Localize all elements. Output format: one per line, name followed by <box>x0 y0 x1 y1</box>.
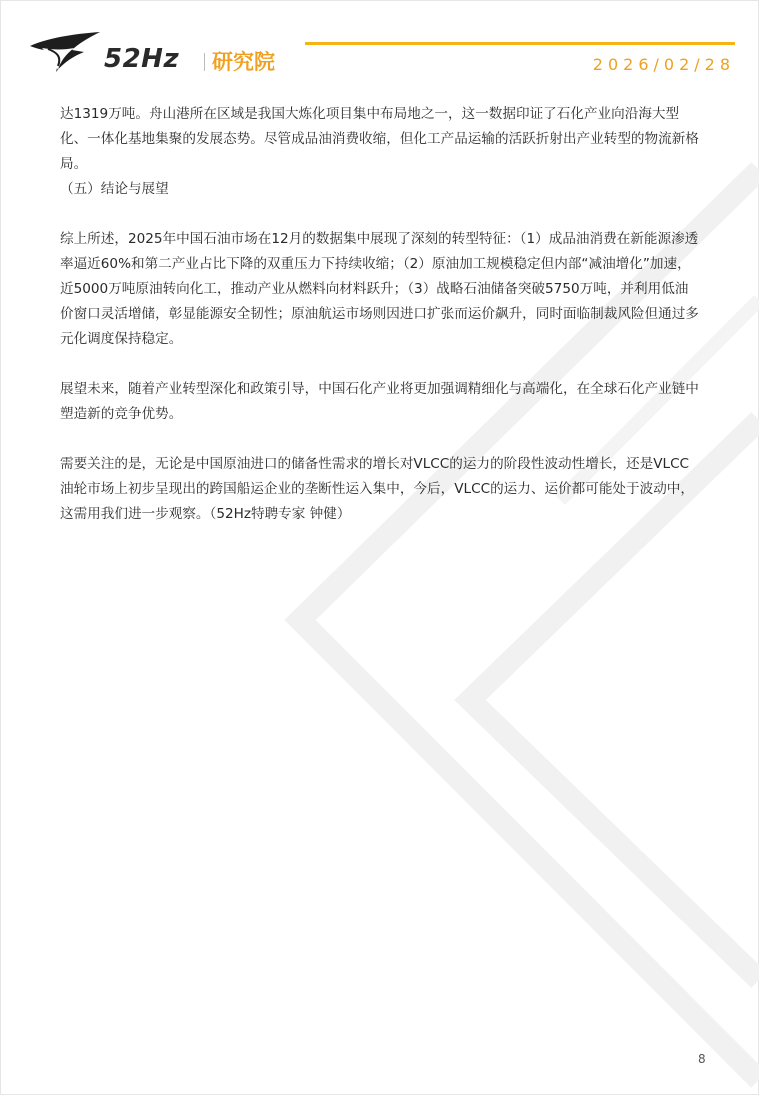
paragraph-1: 达1319万吨。舟山港所在区域是我国大炼化项目集中布局地之一，这一数据印证了石化产业向沿海大型化、一体化基地集聚的发展态势。尽管成品油消费收缩，但化工产品运输的活跃折射出产业转型的物流新格局。 <box>60 106 699 172</box>
body-content <box>60 102 700 527</box>
logo <box>28 30 318 80</box>
logo-separator <box>204 53 205 71</box>
paragraph-4: 需要关注的是，无论是中国原油进口的储备性需求的增长对VLCC的运力的阶段性波动性增长，还是VLCC油轮市场上初步呈现出的跨国船运企业的垄断性运入集中，今后，VLCC的运力、运价都可能处于波动中，这需用我们进一步观察。（52Hz特聘专家 钟健） <box>60 456 694 522</box>
logo-institute-name: 研究院 <box>212 50 275 74</box>
header-accent-line <box>305 42 735 45</box>
header <box>0 0 759 100</box>
section-heading: （五）结论与展望 <box>60 181 169 197</box>
paragraph-3: 展望未来，随着产业转型深化和政策引导，中国石化产业将更加强调精细化与高端化，在全球石化产业链中塑造新的竞争优势。 <box>60 381 699 422</box>
logo-text: 52Hz <box>104 44 180 74</box>
page-number: 8 <box>698 1052 706 1066</box>
paragraph-2: 综上所述，2025年中国石油市场在12月的数据集中展现了深刻的转型特征：（1）成品油消费在新能源渗透率逼近60%和第二产业占比下降的双重压力下持续收缩；（2）原油加工规模稳定但内部“减油增化”加速，近5000万吨原油转向化工，推动产业从燃料向材料跃升；（3）战略石油储备突破5750万吨，并利用低油价窗口灵活增储，彰显能源安全韧性；原油航运市场则因进口扩张而运价飙升，同时面临制裁风险但通过多元化调度保持稳定。 <box>60 231 699 347</box>
header-date: 2026/02/28 <box>592 55 735 74</box>
whale-logo-icon <box>28 30 104 80</box>
